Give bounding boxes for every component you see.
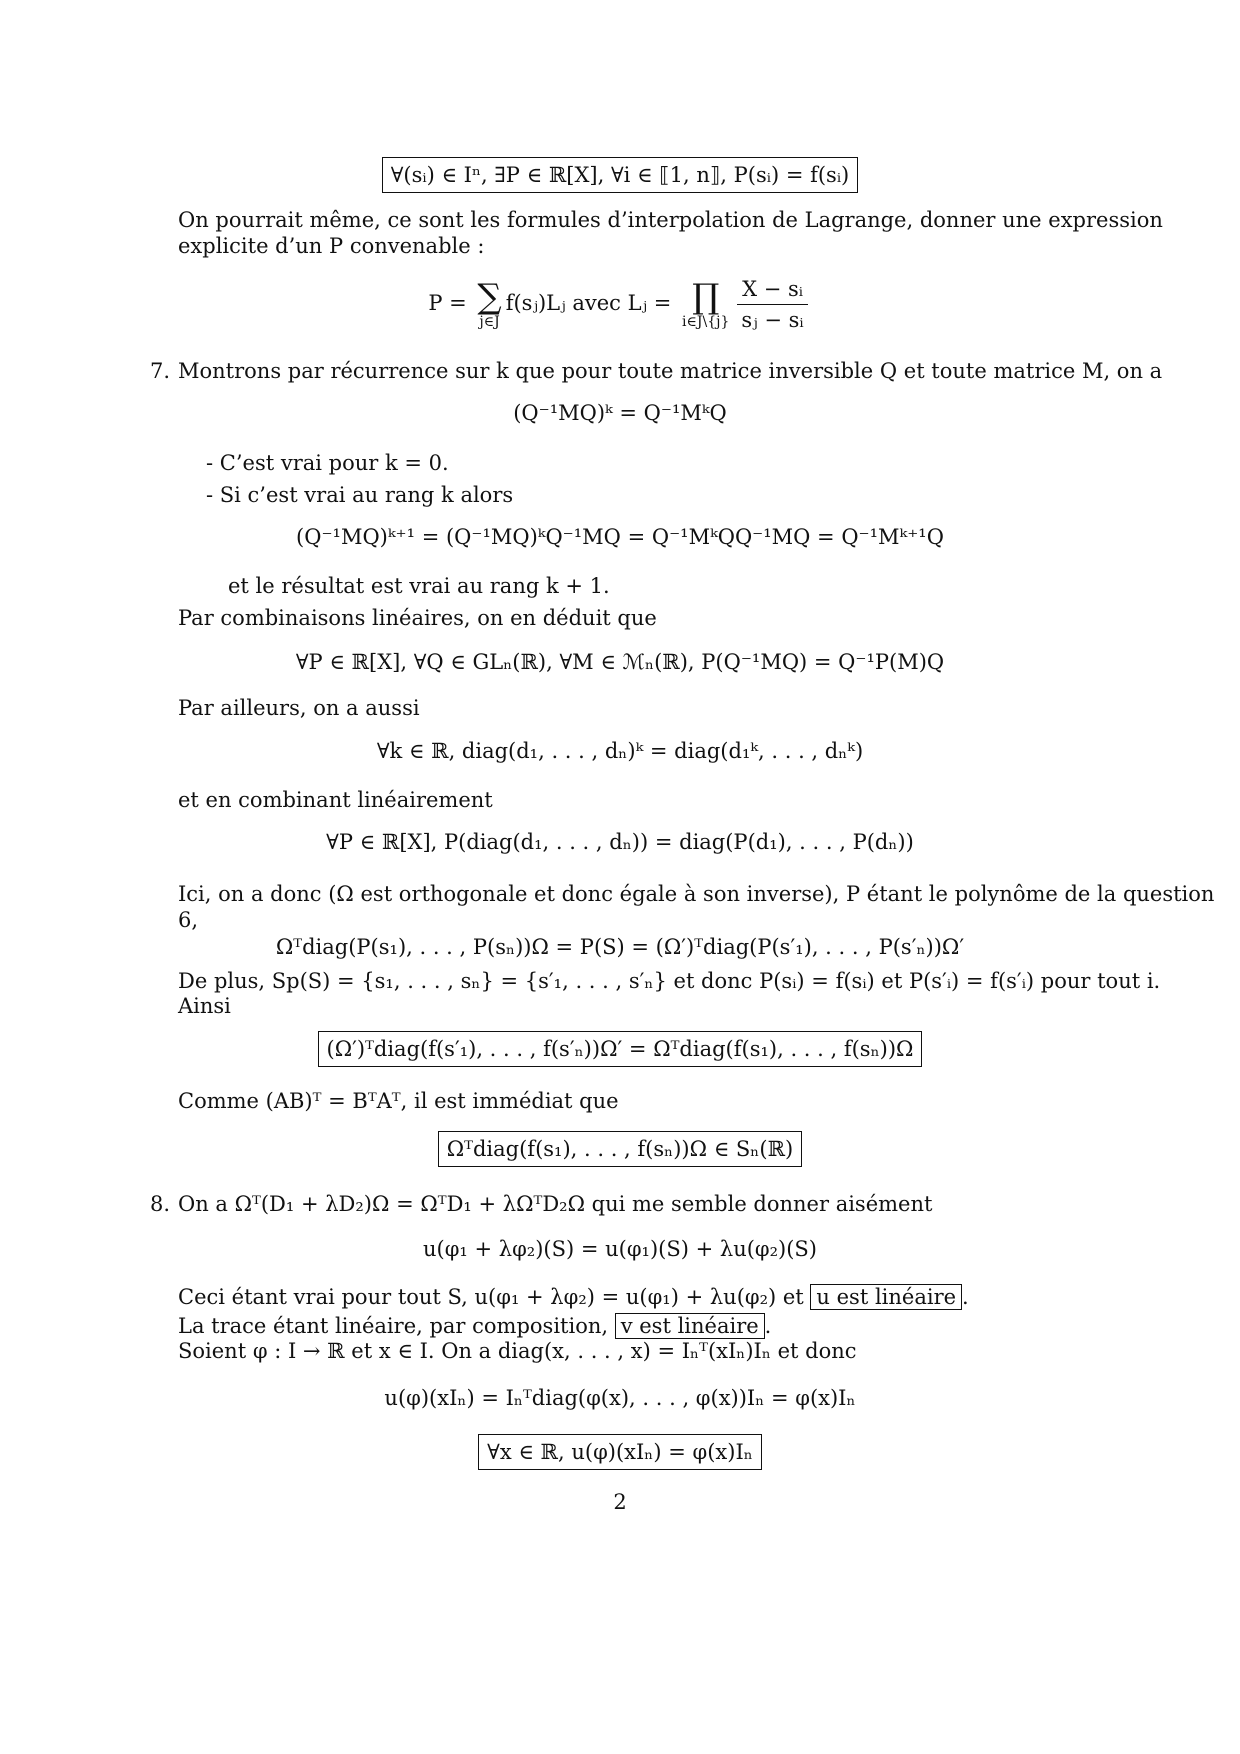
paragraph-line: Par combinaisons linéaires, on en déduit que [178, 606, 657, 630]
result-box: ∀(sᵢ) ∈ Iⁿ, ∃P ∈ ℝ[X], ∀i ∈ ⟦1, n⟧, P(sᵢ) = f(sᵢ) [382, 157, 859, 193]
paragraph-line: et le résultat est vrai au rang k + 1. [228, 574, 610, 598]
paragraph-line: et en combinant linéairement [178, 788, 493, 812]
paragraph-line: Comme (AB)ᵀ = BᵀAᵀ, il est immédiat que [178, 1089, 619, 1113]
paragraph-line: On pourrait même, ce sont les formules d’interpolation de Lagrange, donner une expression [178, 208, 1163, 232]
lagrange-formula [0, 274, 1240, 335]
text: . [764, 1314, 772, 1338]
paragraph-line: De plus, Sp(S) = {s₁, . . . , sₙ} = {s′₁, . . . , s′ₙ} et donc P(sᵢ) = f(sᵢ) et P(s′ᵢ) = f(s′ᵢ) pour tout i. [178, 969, 1161, 993]
display-equation: u(φ)(xIₙ) = Iₙᵀdiag(φ(x), . . . , φ(x))Iₙ = φ(x)Iₙ [384, 1386, 856, 1410]
paragraph-line: Soient φ : I → ℝ et x ∈ I. On a diag(x, . . . , x) = Iₙᵀ(xIₙ)Iₙ et donc [178, 1339, 857, 1363]
item-number: 8. [150, 1192, 171, 1216]
display-equation: ∀k ∈ ℝ, diag(d₁, . . . , dₙ)ᵏ = diag(d₁ᵏ, . . . , dₙᵏ) [376, 739, 864, 763]
paragraph-line: 6, [178, 908, 199, 932]
paragraph-line: Montrons par récurrence sur k que pour toute matrice inversible Q et toute matrice M, on a [178, 359, 1163, 383]
text: Ceci étant vrai pour tout S, u(φ₁ + λφ₂) = u(φ₁) + λu(φ₂) et [178, 1285, 811, 1309]
inline-box: v est linéaire [615, 1313, 765, 1339]
result-box: ∀x ∈ ℝ, u(φ)(xIₙ) = φ(x)Iₙ [478, 1434, 762, 1470]
paragraph-line [178, 1283, 969, 1311]
paragraph-line: Par ailleurs, on a aussi [178, 696, 420, 720]
product-operator: ∏ i∈J\{j} [682, 276, 730, 330]
result-box: (Ω′)ᵀdiag(f(s′₁), . . . , f(s′ₙ))Ω′ = Ωᵀdiag(f(s₁), . . . , f(sₙ))Ω [318, 1031, 923, 1067]
paragraph-line: On a Ωᵀ(D₁ + λD₂)Ω = ΩᵀD₁ + λΩᵀD₂Ω qui me semble donner aisément [178, 1192, 933, 1216]
formula-part: P = [428, 291, 474, 315]
boxed-result [0, 1031, 1240, 1067]
page-number: 2 [613, 1490, 627, 1514]
display-equation: ∀P ∈ ℝ[X], P(diag(d₁, . . . , dₙ)) = diag(P(d₁), . . . , P(dₙ)) [326, 830, 914, 854]
sum-operator: ∑ j∈J [477, 276, 502, 330]
display-equation: Ωᵀdiag(P(s₁), . . . , P(sₙ))Ω = P(S) = (Ω′)ᵀdiag(P(s′₁), . . . , P(s′ₙ))Ω′ [275, 935, 965, 959]
boxed-result [0, 1131, 1240, 1167]
text: . [962, 1285, 969, 1309]
inline-box: u est linéaire [810, 1284, 962, 1310]
display-equation: (Q⁻¹MQ)ᵏ⁺¹ = (Q⁻¹MQ)ᵏQ⁻¹MQ = Q⁻¹MᵏQQ⁻¹MQ = Q⁻¹Mᵏ⁺¹Q [296, 525, 944, 549]
fraction: $\frac{\text{X − sᵢ}}{\text{sⱼ − sᵢ}}$ [737, 274, 807, 335]
bullet-item: - C’est vrai pour k = 0. [206, 451, 449, 475]
text: La trace étant linéaire, par composition, [178, 1314, 615, 1338]
paragraph-line: explicite d’un P convenable : [178, 234, 485, 258]
paragraph-line: Ici, on a donc (Ω est orthogonale et donc égale à son inverse), P étant le polynôme de la question [178, 882, 1215, 906]
display-equation: (Q⁻¹MQ)ᵏ = Q⁻¹MᵏQ [513, 401, 727, 425]
boxed-interpolation-result [0, 157, 1240, 193]
paragraph-line [178, 1312, 771, 1340]
paragraph-line: Ainsi [178, 994, 231, 1018]
boxed-result [0, 1434, 1240, 1470]
display-equation: u(φ₁ + λφ₂)(S) = u(φ₁)(S) + λu(φ₂)(S) [423, 1237, 817, 1261]
result-box: Ωᵀdiag(f(s₁), . . . , f(sₙ))Ω ∈ Sₙ(ℝ) [438, 1131, 802, 1167]
bullet-item: - Si c’est vrai au rang k alors [206, 483, 514, 507]
display-equation: ∀P ∈ ℝ[X], ∀Q ∈ GLₙ(ℝ), ∀M ∈ ℳₙ(ℝ), P(Q⁻¹MQ) = Q⁻¹P(M)Q [295, 650, 945, 674]
item-number: 7. [150, 359, 171, 383]
formula-part: f(sⱼ)Lⱼ avec Lⱼ = [505, 291, 679, 315]
